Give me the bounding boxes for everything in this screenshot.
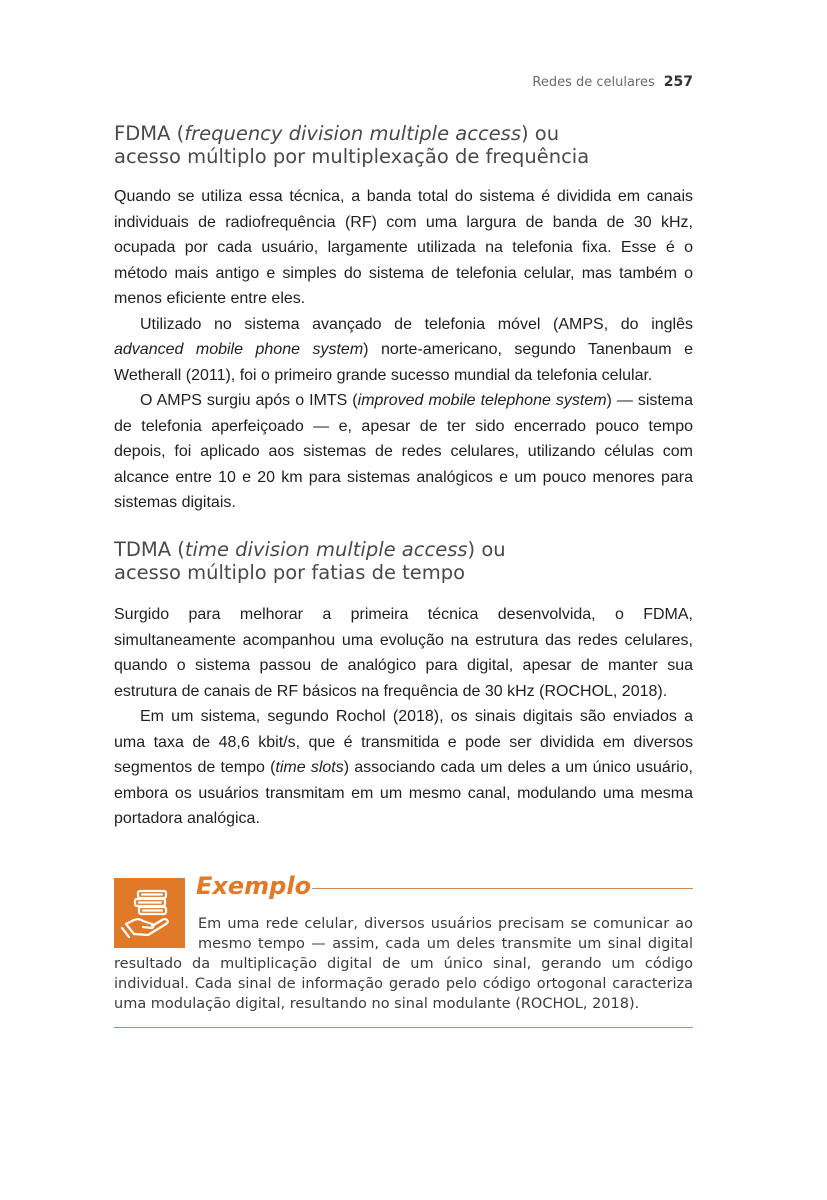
italic-term: advanced mobile phone system xyxy=(114,341,364,358)
section-fdma xyxy=(114,122,693,516)
section-tdma xyxy=(114,538,693,832)
running-title: Redes de celulares xyxy=(532,75,655,90)
text-run: ) norte-americano, segundo Tanenbaum e Wetherall (2011), foi o primeiro grande sucesso mundial da telefonia celular. xyxy=(114,341,693,384)
icon-spacer xyxy=(114,914,198,954)
heading-suffix: ) ou xyxy=(521,122,560,145)
page-number: 257 xyxy=(663,74,693,90)
text-run: O AMPS surgiu após o IMTS ( xyxy=(140,392,358,409)
heading-italic: frequency division multiple access xyxy=(184,122,521,145)
paragraph xyxy=(114,388,693,516)
text-run: Em um sistema, segundo Rochol (2018), os sinais digitais são enviados a uma taxa de 48,6 kbit/s, que é transmitida e pode ser dividida em diversos segmentos de tempo ( xyxy=(114,708,693,776)
paragraph xyxy=(114,312,693,389)
text-run: ) — sistema de telefonia aperfeiçoado — e, apesar de ter sido encerrado pouco tempo depois, foi aplicado aos sistemas de redes celulares, utilizando células com alcance entre 10 e 20 km para sistemas analógicos e um pouco menores para sistemas digitais. xyxy=(114,392,694,511)
example-text: Em uma rede celular, diversos usuários precisam se comunicar ao mesmo tempo — assim, cada um deles transmite um sinal digital resultado da multiplicação digital de um único sinal, gerando um código individual. Cada sinal de informação gerado pelo código ortogonal caracteriza uma modulação digital, resultando no sinal modulante (ROCHOL, 2018). xyxy=(114,916,693,1012)
heading-suffix: ) ou xyxy=(467,538,506,561)
text-run: ) associando cada um deles a um único usuário, embora os usuários transmitam em um mesmo canal, modulando uma mesma portadora analógica. xyxy=(114,759,693,827)
italic-term: time slots xyxy=(275,759,344,776)
heading-line2: acesso múltiplo por multiplexação de frequência xyxy=(114,145,590,168)
heading-italic: time division multiple access xyxy=(184,538,468,561)
heading-line2: acesso múltiplo por fatias de tempo xyxy=(114,561,466,584)
paragraph: Quando se utiliza essa técnica, a banda total do sistema é dividida em canais individuais de radiofrequência (RF) com uma largura de banda de 30 kHz, ocupada por cada usuário, largamente utilizada na telefonia fixa. Esse é o método mais antigo e simples do sistema de telefonia celular, mas também o menos eficiente entre eles. xyxy=(114,188,693,307)
example-top-rule xyxy=(312,888,693,889)
italic-term: improved mobile telephone system xyxy=(357,392,607,409)
running-head xyxy=(532,74,693,90)
heading-prefix: FDMA ( xyxy=(114,122,185,145)
section-heading-tdma xyxy=(114,538,693,584)
example-bottom-rule xyxy=(114,1027,693,1028)
example-title: Exemplo xyxy=(196,872,312,900)
paragraph: Surgido para melhorar a primeira técnica desenvolvida, o FDMA, simultaneamente acompanhou uma evolução na estrutura das redes celulares, quando o sistema passou de analógico para digital, apesar de manter sua estrutura de canais de RF básicos na frequência de 30 kHz (ROCHOL, 2018). xyxy=(114,606,693,700)
section-heading-fdma xyxy=(114,122,693,168)
heading-prefix: TDMA ( xyxy=(114,538,185,561)
paragraph xyxy=(114,704,693,832)
text-run: Utilizado no sistema avançado de telefonia móvel (AMPS, do inglês xyxy=(140,315,693,333)
example-text-block xyxy=(114,914,693,1014)
